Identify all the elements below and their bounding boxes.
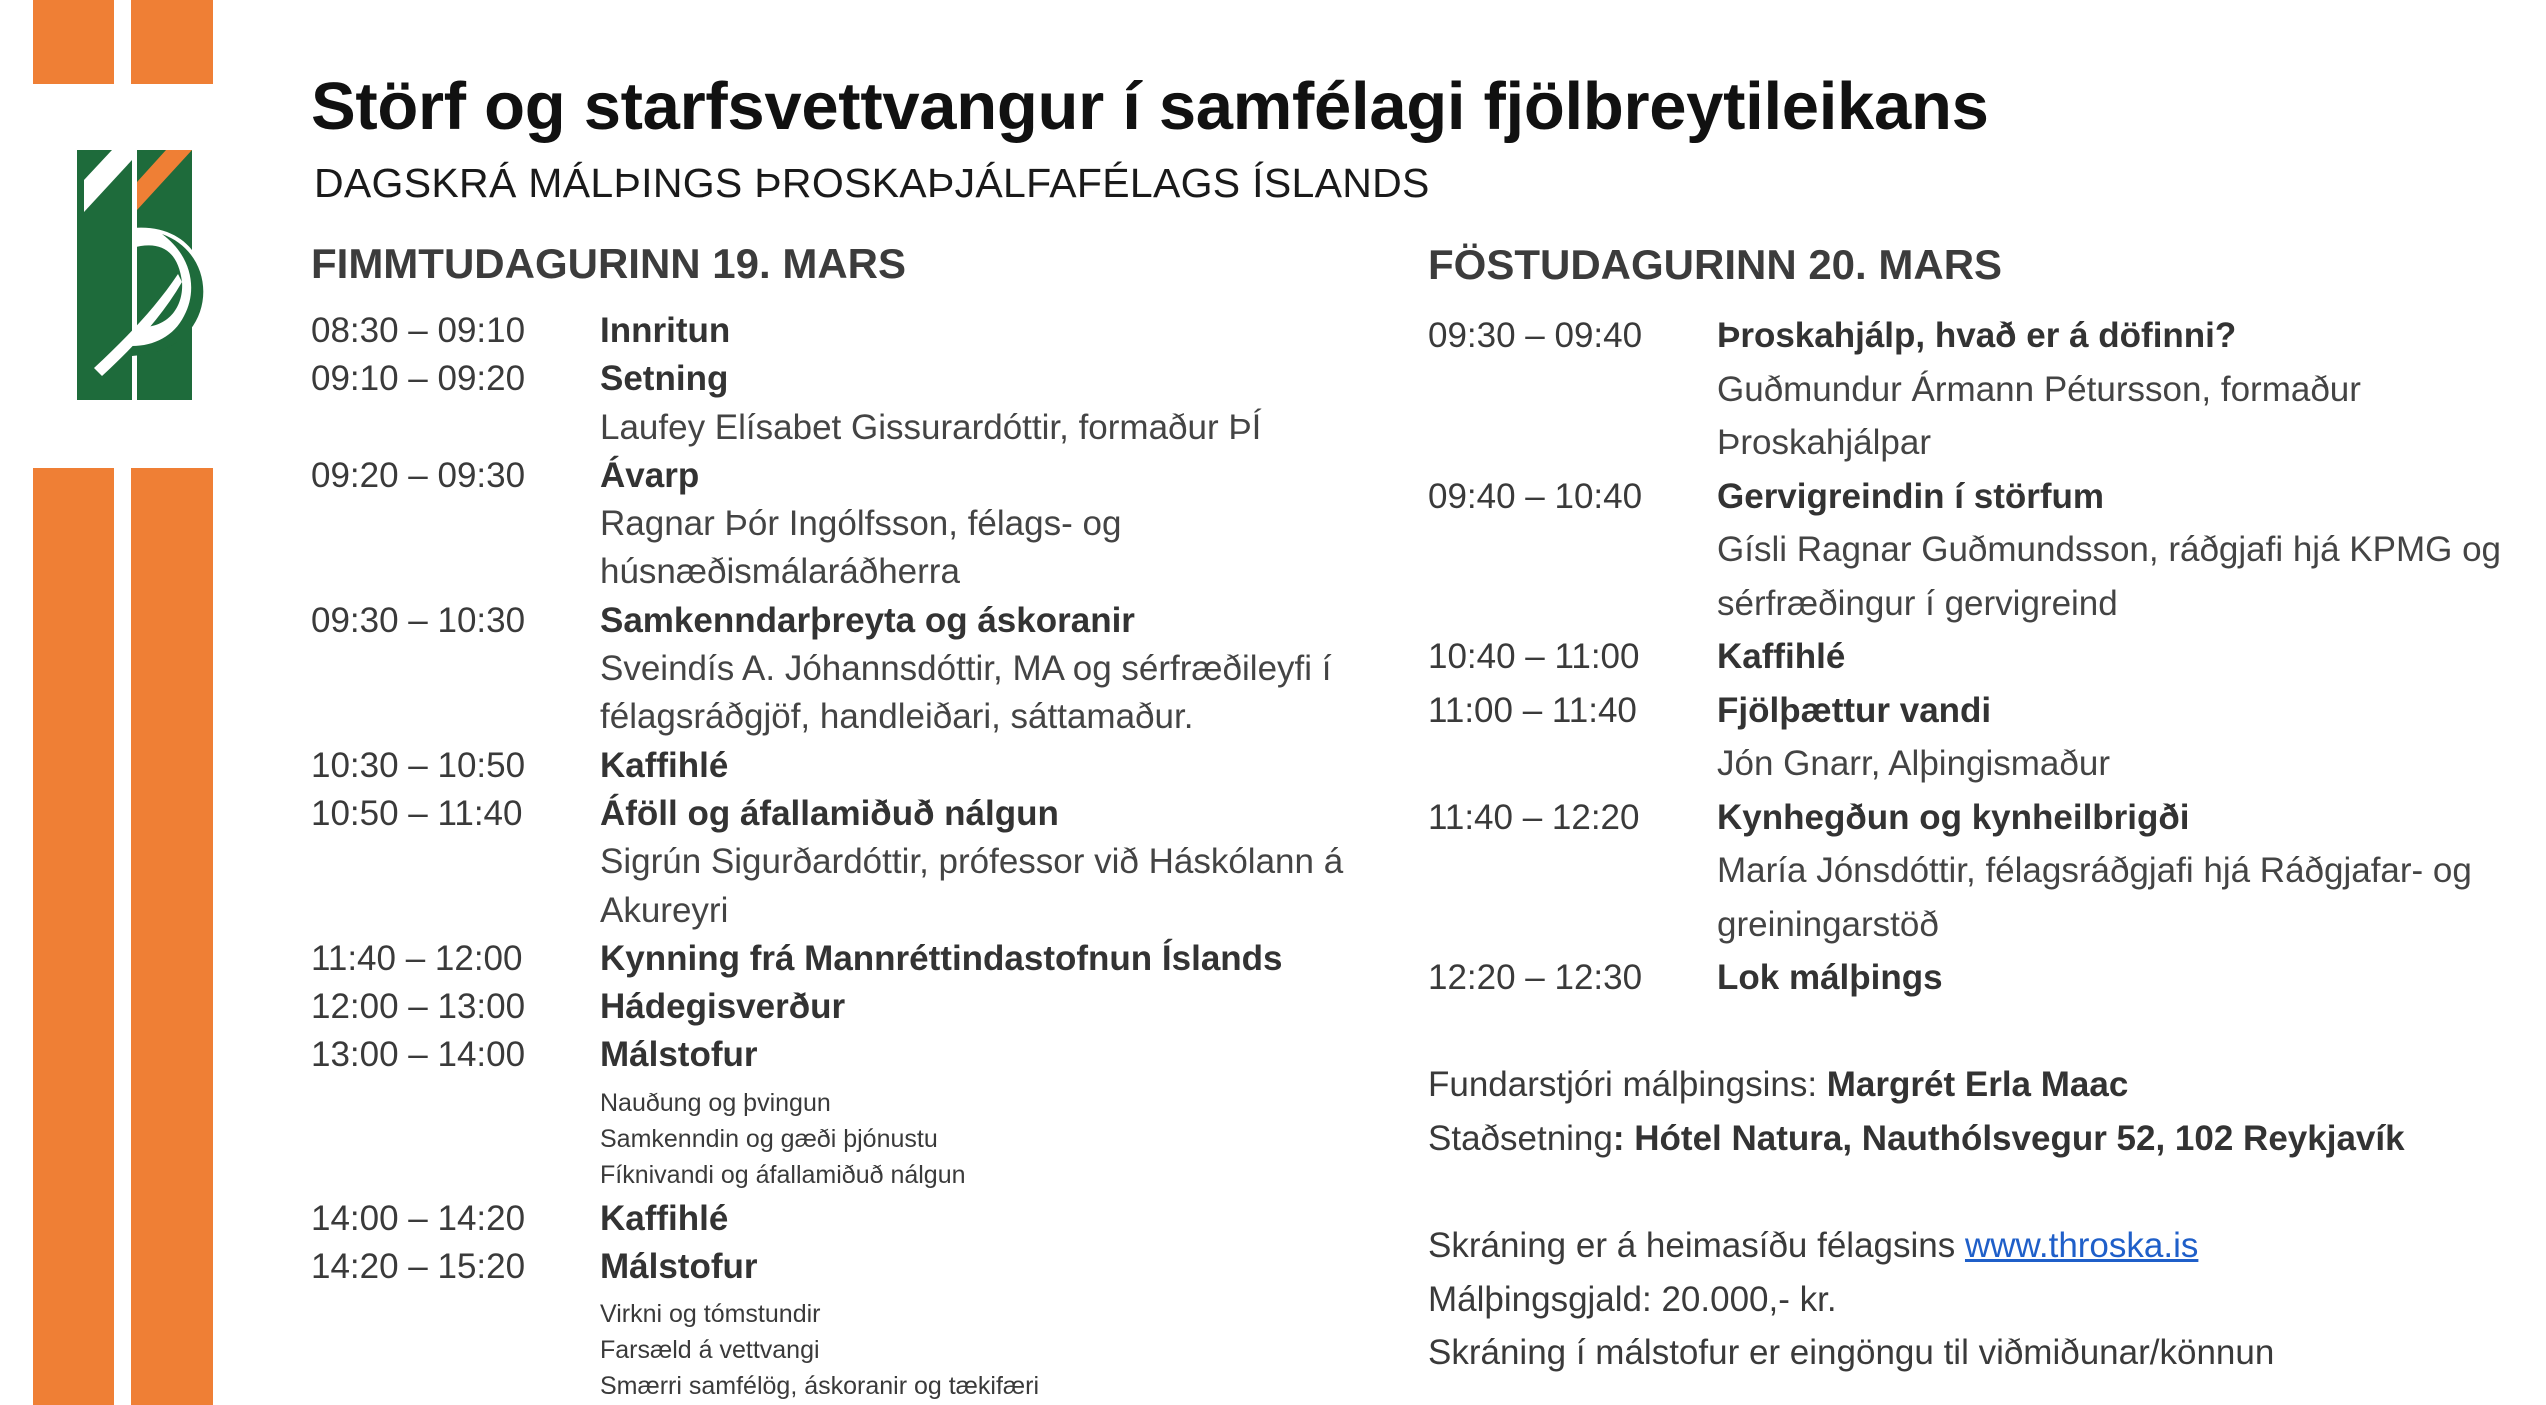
decor-bar-bottom-left	[33, 468, 114, 1405]
schedule-slot	[311, 1195, 1391, 1243]
slot-time: 09:30 – 09:40	[1428, 316, 1643, 355]
slot-time: 14:00 – 14:20	[311, 1198, 526, 1238]
schedule-slot	[311, 597, 1391, 742]
slot-time: 12:00 – 13:00	[311, 987, 526, 1027]
schedule-slot	[311, 1243, 1391, 1404]
schedule-slot	[1428, 309, 2546, 470]
registration-text: Skráning er á heimasíðu félagsins	[1428, 1226, 1965, 1265]
day1-schedule	[311, 307, 1391, 1404]
schedule-slot	[311, 790, 1391, 935]
chair-line	[1428, 1058, 2405, 1112]
chair-name: Margrét Erla Maac	[1826, 1065, 2129, 1104]
day2-heading: FÖSTUDAGURINN 20. MARS	[1428, 241, 2003, 288]
slot-speaker: Jón Gnarr, Alþingismaður	[1717, 744, 2110, 783]
slot-detail	[600, 983, 1391, 1031]
schedule-slot	[1428, 630, 2546, 684]
slot-time: 09:30 – 10:30	[311, 600, 526, 640]
session-item: Samkenndin og gæði þjónustu	[600, 1124, 938, 1153]
schedule-slot	[1428, 470, 2546, 631]
slot-title: Hádegisverður	[600, 987, 846, 1027]
slot-time: 09:10 – 09:20	[311, 359, 526, 399]
slot-speaker: Gísli Ragnar Guðmundsson, ráðgjafi hjá KPMG og sérfræðingur í gervigreind	[1717, 530, 2501, 623]
slot-detail	[600, 742, 1391, 790]
slot-detail	[600, 452, 1391, 597]
spacer	[1428, 1165, 2405, 1219]
schedule-slot	[311, 307, 1391, 355]
slot-time: 08:30 – 09:10	[311, 311, 526, 350]
slot-detail	[600, 1195, 1391, 1243]
slot-time: 11:40 – 12:00	[311, 938, 523, 978]
slot-title: Kynhegðun og kynheilbrigði	[1717, 797, 2190, 837]
slot-detail	[1717, 951, 2546, 1005]
slot-detail	[1717, 470, 2546, 631]
session-item: Virkni og tómstundir	[600, 1300, 821, 1329]
slot-speaker: Guðmundur Ármann Pétursson, formaður Þroskahjálpar	[1717, 369, 2361, 462]
event-info	[1428, 1058, 2405, 1380]
session-item: Farsæld á vettvangi	[600, 1336, 820, 1365]
slot-detail	[600, 935, 1391, 983]
slot-time: 12:20 – 12:30	[1428, 958, 1643, 997]
slot-title: Kaffihlé	[600, 1198, 729, 1238]
decor-bar-bottom-right	[131, 468, 213, 1405]
schedule-slot	[311, 452, 1391, 597]
logo-thorn-icon	[74, 150, 214, 400]
slot-title: Innritun	[600, 311, 731, 350]
slot-detail	[1717, 630, 2546, 684]
slot-detail	[1717, 791, 2546, 952]
slot-speaker: Sveindís A. Jóhannsdóttir, MA og sérfræðileyfi í félagsráðgjöf, handleiðari, sáttamaður.	[600, 649, 1332, 737]
slot-time: 13:00 – 14:00	[311, 1035, 526, 1075]
slot-speaker: Ragnar Þór Ingólfsson, félags- og húsnæðismálaráðherra	[600, 504, 1122, 592]
day2-schedule	[1428, 309, 2546, 1005]
slot-title: Kaffihlé	[600, 745, 729, 785]
chair-label: Fundarstjóri málþingsins:	[1428, 1065, 1827, 1104]
page-title: Störf og starfsvettvangur í samfélagi fjölbreytileikans	[311, 69, 1989, 144]
slot-time: 09:20 – 09:30	[311, 455, 526, 495]
schedule-slot	[1428, 684, 2546, 791]
session-item: Smærri samfélög, áskoranir og tækifæri	[600, 1372, 1040, 1401]
session-item: Fíknivandi og áfallamiðuð nálgun	[600, 1160, 966, 1189]
schedule-slot	[311, 355, 1391, 452]
schedule-slot	[1428, 791, 2546, 952]
decor-bar-top-right	[131, 0, 213, 84]
slot-title: Lok málþings	[1717, 958, 1943, 997]
slot-speaker: María Jónsdóttir, félagsráðgjafi hjá Ráðgjafar- og greiningarstöð	[1717, 851, 2472, 944]
slot-time: 14:20 – 15:20	[311, 1247, 526, 1287]
day1-heading: FIMMTUDAGURINN 19. MARS	[311, 240, 906, 287]
slot-time: 09:40 – 10:40	[1428, 476, 1643, 516]
location-line	[1428, 1112, 2405, 1166]
slot-title: Fjölþættur vandi	[1717, 690, 1992, 730]
slot-title: Samkenndarþreyta og áskoranir	[600, 600, 1135, 640]
slot-speaker: Sigrún Sigurðardóttir, prófessor við Háskólann á Akureyri	[600, 842, 1344, 930]
slot-time: 10:40 – 11:00	[1428, 637, 1640, 676]
schedule-slot	[311, 983, 1391, 1031]
slot-title: Þroskahjálp, hvað er á döfinni?	[1717, 316, 2237, 355]
schedule-slot	[1428, 951, 2546, 1005]
slot-detail	[600, 1243, 1391, 1404]
slot-title: Málstofur	[600, 1247, 758, 1287]
session-item: Nauðung og þvingun	[600, 1088, 831, 1117]
slot-detail	[600, 307, 1391, 355]
slot-title: Ávarp	[600, 455, 700, 495]
location-value: : Hótel Natura, Nauthólsvegur 52, 102 Reykjavík	[1612, 1118, 2405, 1158]
slot-title: Áföll og áfallamiðuð nálgun	[600, 793, 1059, 833]
slot-speaker: Laufey Elísabet Gissurardóttir, formaður ÞÍ	[600, 407, 1262, 447]
slot-detail	[600, 790, 1391, 935]
slot-detail	[600, 355, 1391, 452]
slot-time: 10:50 – 11:40	[311, 793, 523, 833]
decor-bar-top-left	[33, 0, 114, 84]
slot-detail	[1717, 684, 2546, 791]
slot-detail	[1717, 309, 2546, 470]
fee-line: Málþingsgjald: 20.000,- kr.	[1428, 1279, 1837, 1319]
schedule-slot	[311, 935, 1391, 983]
slot-time: 10:30 – 10:50	[311, 745, 526, 785]
schedule-slot	[311, 1031, 1391, 1194]
page-subtitle: DAGSKRÁ MÁLÞINGS ÞROSKAÞJÁLFAFÉLAGS ÍSLANDS	[314, 160, 1430, 206]
registration-note: Skráning í málstofur er eingöngu til viðmiðunar/könnun	[1428, 1333, 2275, 1372]
slot-title: Gervigreindin í störfum	[1717, 476, 2104, 516]
location-label: Staðsetning	[1428, 1118, 1613, 1158]
slot-title: Setning	[600, 359, 729, 399]
slot-title: Málstofur	[600, 1035, 758, 1075]
slot-title: Kaffihlé	[1717, 637, 1846, 676]
schedule-slot	[311, 742, 1391, 790]
slot-time: 11:40 – 12:20	[1428, 797, 1640, 837]
registration-link[interactable]: www.throska.is	[1964, 1226, 2199, 1265]
slot-title: Kynning frá Mannréttindastofnun Íslands	[600, 938, 1283, 978]
slot-time: 11:00 – 11:40	[1428, 690, 1637, 730]
slot-detail	[600, 597, 1391, 742]
registration-line	[1428, 1219, 2405, 1273]
slot-detail	[600, 1031, 1391, 1194]
